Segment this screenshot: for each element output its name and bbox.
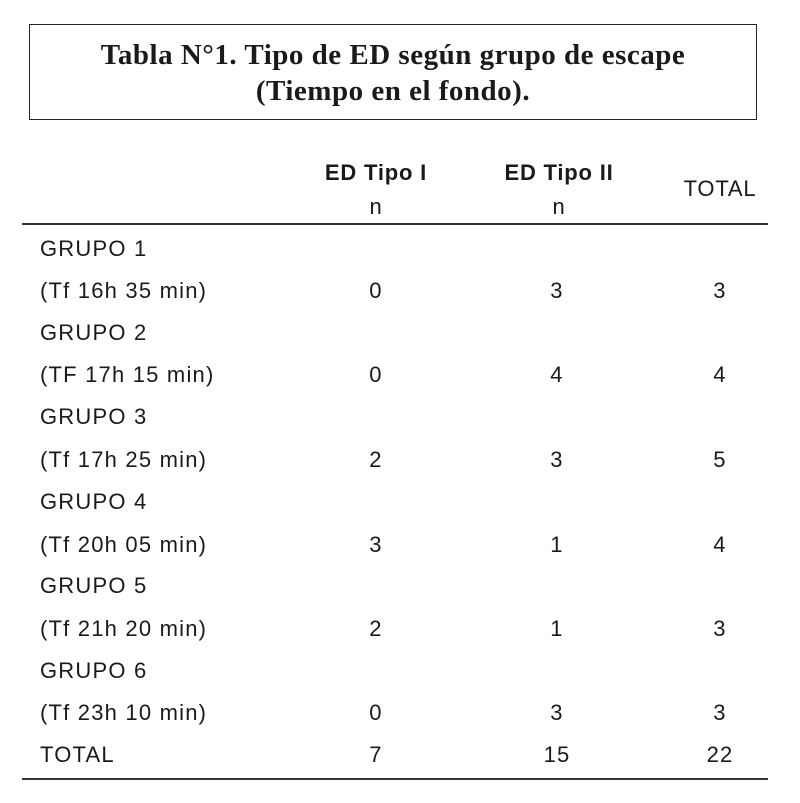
cell-ed-tipo-1: 2	[369, 447, 383, 472]
row-time-label: (TF 17h 15 min)	[40, 362, 215, 387]
row-group-label: GRUPO 5	[40, 573, 148, 598]
row-time-label: (Tf 16h 35 min)	[40, 278, 208, 303]
row-group-label: GRUPO 6	[40, 658, 148, 683]
row-group-label: GRUPO 3	[40, 404, 148, 429]
cell-ed-tipo-2: 3	[550, 278, 564, 303]
cell-ed-tipo-2: 1	[550, 532, 564, 557]
column-subheader-n-tipo-2: n	[552, 194, 566, 219]
row-group-label: GRUPO 4	[40, 489, 148, 514]
cell-total: 4	[713, 362, 727, 387]
cell-total: 3	[713, 616, 727, 641]
row-time-label: (Tf 23h 10 min)	[40, 700, 208, 725]
cell-ed-tipo-2: 4	[550, 362, 564, 387]
cell-ed-tipo-2: 1	[550, 616, 564, 641]
cell-ed-tipo-2: 3	[550, 700, 564, 725]
column-header-total: TOTAL	[683, 176, 757, 201]
cell-ed-tipo-1: 0	[369, 700, 383, 725]
table-title-box	[29, 24, 757, 120]
cell-ed-tipo-1: 3	[369, 532, 383, 557]
total-ed-tipo-2: 15	[543, 742, 571, 767]
table-title-line-2: (Tiempo en el fondo).	[255, 75, 531, 107]
column-header-ed-tipo-2: ED Tipo II	[504, 160, 614, 185]
total-row-label: TOTAL	[40, 742, 115, 767]
cell-ed-tipo-1: 0	[369, 362, 383, 387]
table-title-line-1: Tabla N°1. Tipo de ED según grupo de escape	[100, 39, 686, 71]
cell-total: 4	[713, 532, 727, 557]
cell-total: 5	[713, 447, 727, 472]
row-time-label: (Tf 20h 05 min)	[40, 532, 208, 557]
total-total: 22	[706, 742, 734, 767]
column-header-ed-tipo-1: ED Tipo I	[324, 160, 428, 185]
header-rule	[22, 223, 768, 225]
row-group-label: GRUPO 1	[40, 236, 148, 261]
footer-rule	[22, 778, 768, 780]
cell-ed-tipo-1: 0	[369, 278, 383, 303]
row-time-label: (Tf 17h 25 min)	[40, 447, 208, 472]
cell-ed-tipo-1: 2	[369, 616, 383, 641]
row-group-label: GRUPO 2	[40, 320, 148, 345]
cell-total: 3	[713, 700, 727, 725]
total-ed-tipo-1: 7	[369, 742, 383, 767]
column-subheader-n-tipo-1: n	[369, 194, 383, 219]
cell-total: 3	[713, 278, 727, 303]
row-time-label: (Tf 21h 20 min)	[40, 616, 208, 641]
cell-ed-tipo-2: 3	[550, 447, 564, 472]
